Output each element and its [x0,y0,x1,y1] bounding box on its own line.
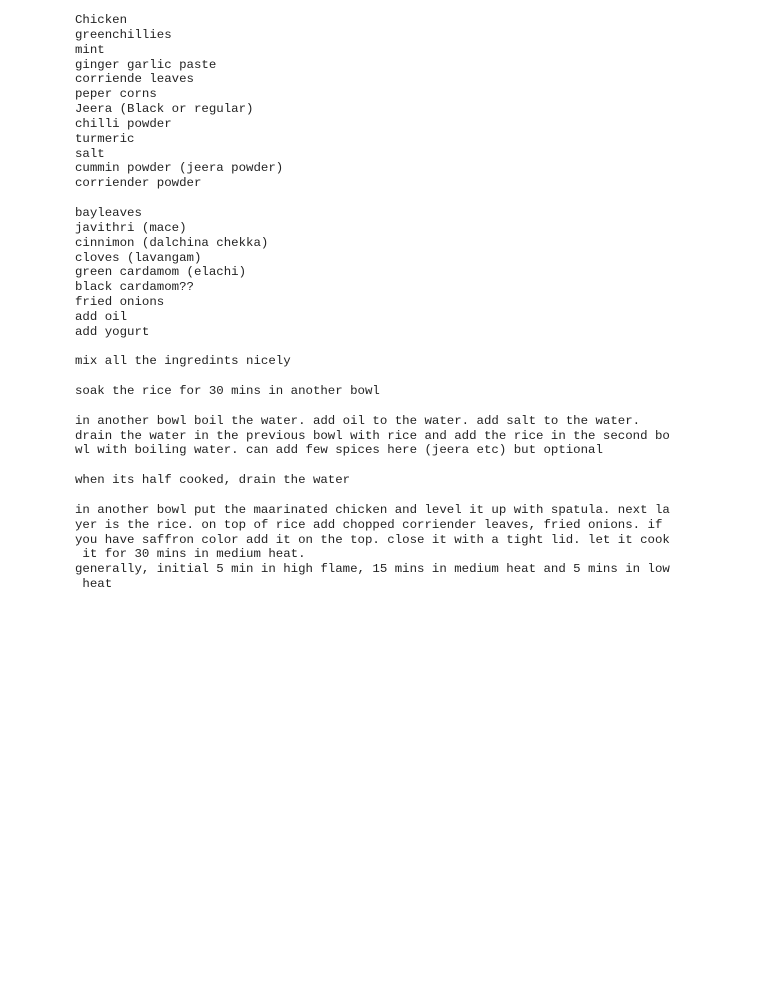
ingredient-line: chilli powder [75,116,172,131]
paragraph-line: drain the water in the previous bowl with rice and add the rice in the second bo [75,428,670,443]
paragraph-line: heat [75,577,113,592]
ingredient-line: cloves (lavangam) [75,250,202,265]
paragraph-line: you have saffron color add it on the top. close it with a tight lid. let it cook [75,532,670,547]
ingredient-line: Chicken [75,13,128,27]
paragraph-line: in another bowl boil the water. add oil to the water. add salt to the water. [75,413,641,428]
ingredient-line: greenchillies [75,27,172,42]
step-boil [75,414,715,459]
paragraph-line: in another bowl put the maarinated chicken and level it up with spatula. next la [75,502,670,517]
spacer [75,399,715,414]
spacer [75,191,715,206]
ingredient-line: add yogurt [75,324,150,339]
paragraph-line: wl with boiling water. can add few spices here (jeera etc) but optional [75,443,603,458]
ingredient-line: black cardamom?? [75,280,194,295]
paragraph-line: yer is the rice. on top of rice add chopped corriender leaves, fried onions. if [75,517,663,532]
ingredient-line: ginger garlic paste [75,57,217,72]
ingredient-line: add oil [75,309,128,324]
ingredient-line: salt [75,146,105,161]
ingredient-list-spices [75,206,715,340]
ingredient-line: corriende leaves [75,72,194,87]
step-mix: mix all the ingredints nicely [75,354,291,369]
ingredient-line: Jeera (Black or regular) [75,102,254,117]
spacer [75,458,715,473]
ingredient-line: bayleaves [75,205,142,220]
paragraph-line: generally, initial 5 min in high flame, 15 mins in medium heat and 5 mins in low [75,562,670,577]
ingredient-line: mint [75,42,105,57]
spacer [75,340,715,355]
ingredient-list-main [75,13,715,191]
recipe-document [75,13,715,592]
step-soak: soak the rice for 30 mins in another bowl [75,384,380,399]
ingredient-line: javithri (mace) [75,220,187,235]
step-layer [75,503,715,592]
ingredient-line: green cardamom (elachi) [75,265,247,280]
ingredient-line: cinnimon (dalchina chekka) [75,235,269,250]
paragraph-line: it for 30 mins in medium heat. [75,547,306,562]
ingredient-line: fried onions [75,295,165,310]
ingredient-line: corriender powder [75,176,202,191]
ingredient-line: peper corns [75,87,157,102]
ingredient-line: turmeric [75,131,135,146]
ingredient-line: cummin powder (jeera powder) [75,161,284,176]
step-drain: when its half cooked, drain the water [75,473,351,488]
spacer [75,369,715,384]
spacer [75,488,715,503]
